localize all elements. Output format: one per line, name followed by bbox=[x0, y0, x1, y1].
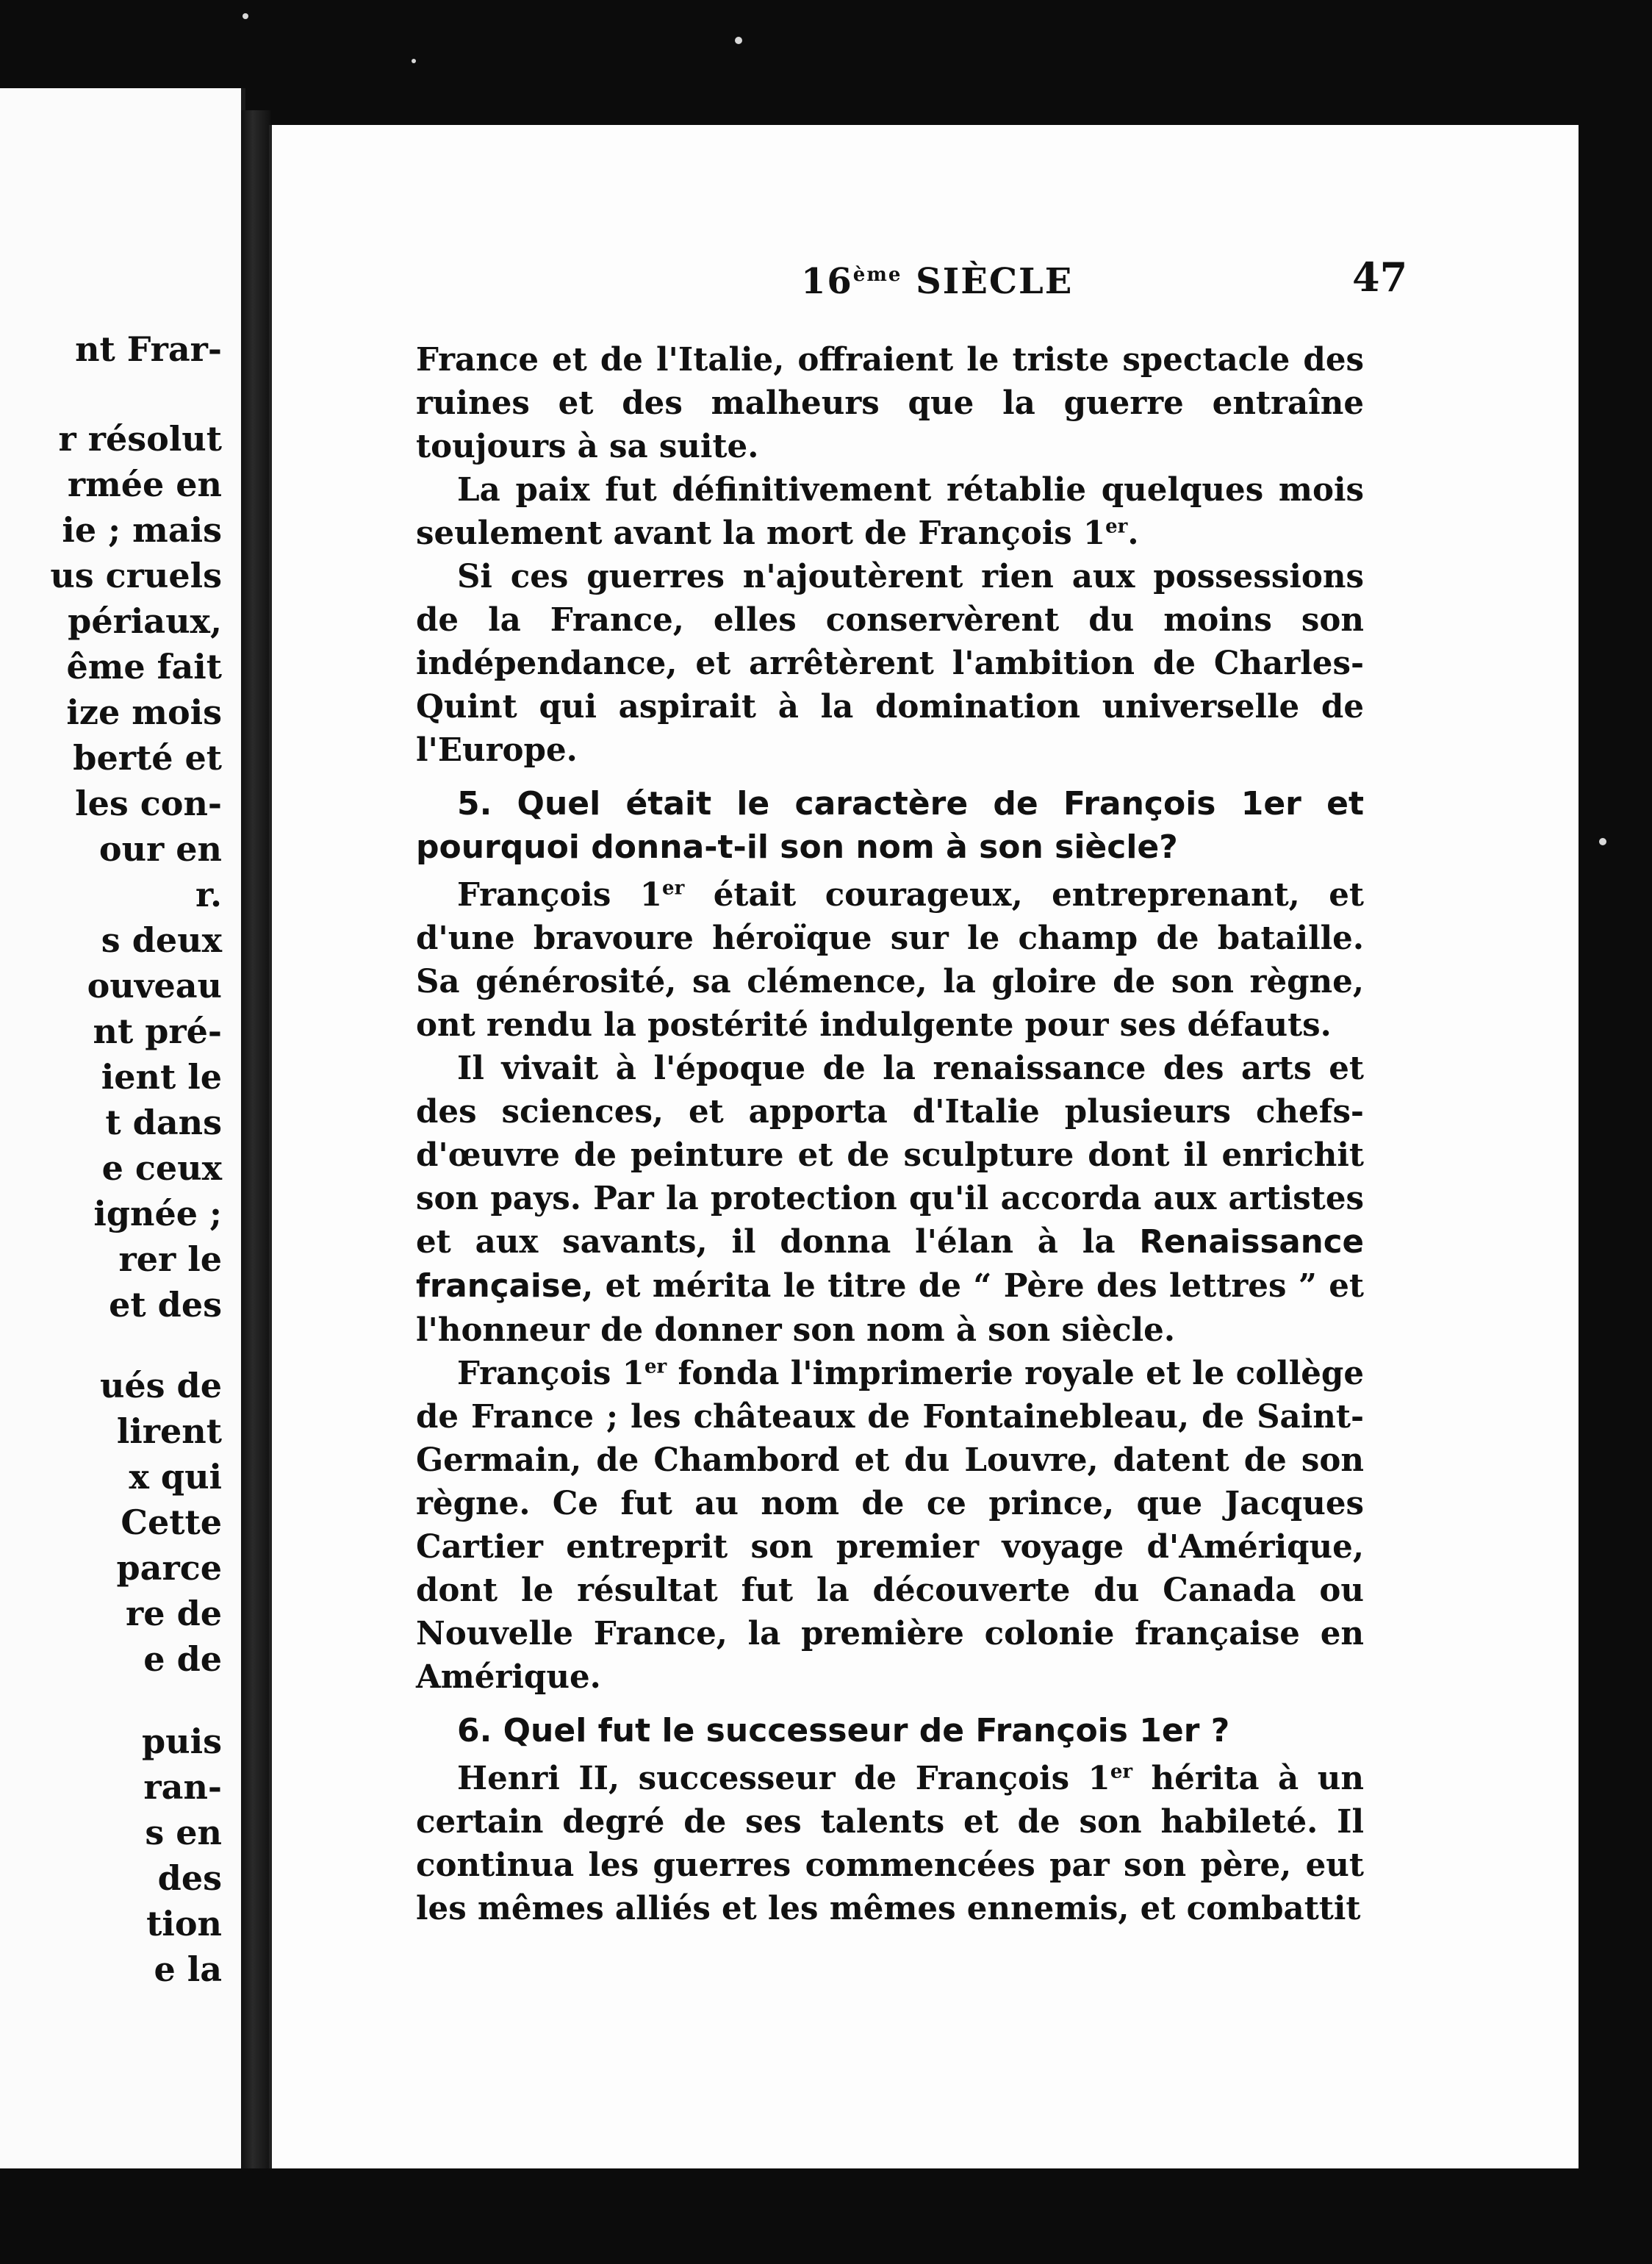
paragraph-text: François 1 bbox=[457, 1355, 644, 1392]
running-head bbox=[801, 261, 1073, 302]
left-line: ués de bbox=[99, 1366, 222, 1405]
left-line: berté et bbox=[73, 738, 222, 778]
left-line: x qui bbox=[129, 1457, 222, 1497]
paragraph: France et de l'Italie, offraient le triste spectacle des ruines et des malheurs que la guerre entraîne toujours à sa suite. bbox=[416, 341, 1364, 465]
paragraph-text: François 1 bbox=[457, 876, 663, 914]
left-line: puis bbox=[142, 1722, 222, 1761]
left-line: us cruels bbox=[50, 556, 222, 595]
left-line: lirent bbox=[116, 1411, 222, 1451]
emphasized-term: Renaissance française bbox=[416, 1224, 1364, 1305]
scan-speck bbox=[735, 37, 742, 44]
ordinal-superscript: er bbox=[662, 877, 685, 900]
left-line: t dans bbox=[105, 1103, 222, 1142]
left-line: les con- bbox=[75, 784, 222, 823]
left-line: nt pré- bbox=[93, 1011, 222, 1051]
paragraph bbox=[416, 1757, 1364, 1930]
left-line: re de bbox=[126, 1594, 222, 1633]
left-line: e ceux bbox=[101, 1148, 222, 1188]
left-line: tion bbox=[146, 1904, 222, 1944]
left-line: des bbox=[157, 1858, 222, 1898]
book-gutter bbox=[241, 110, 270, 2168]
paragraph-text: La paix fut définitivement rétablie quelques mois seulement avant la mort de François 1 bbox=[416, 471, 1364, 552]
left-line: ouveau bbox=[87, 966, 222, 1006]
paragraph-text: Il vivait à l'époque de la renaissance des arts et des sciences, et apporta d'Italie plusieurs chefs-d'œuvre de peinture et de sculpture dont il enrichit son pays. Par la protection qu'il accorda aux artistes et aux savants, il donna l'élan à la bbox=[416, 1050, 1364, 1261]
left-line: our en bbox=[98, 829, 222, 869]
paragraph-text: était courageux, entreprenant, et d'une bravoure héroïque sur le champ de bataille. Sa générosité, sa clémence, la gloire de son règne, ont rendu la postérité indulgente pour ses défauts. bbox=[416, 876, 1364, 1044]
running-head-title: SIÈCLE bbox=[902, 261, 1074, 302]
page-number: 47 bbox=[1352, 254, 1408, 301]
paragraph bbox=[416, 1047, 1364, 1352]
left-page bbox=[0, 88, 245, 2168]
left-line: périaux, bbox=[68, 601, 222, 641]
ordinal-superscript: er bbox=[1110, 1760, 1133, 1783]
right-page bbox=[269, 125, 1579, 2168]
running-head-superscript: ème bbox=[852, 264, 902, 286]
paragraph-text: . bbox=[1127, 515, 1139, 552]
question-5-heading: 5. Quel était le caractère de François 1er et pourquoi donna-t-il son nom à son siècle? bbox=[416, 785, 1364, 866]
paragraph bbox=[416, 873, 1364, 1047]
scan-speck bbox=[412, 59, 416, 63]
left-line: et des bbox=[109, 1285, 222, 1325]
body-text bbox=[416, 338, 1364, 1930]
paragraph bbox=[416, 1352, 1364, 1699]
left-line: s deux bbox=[101, 920, 222, 960]
paragraph-text: , et mérita le titre de “ Père des lettres ” et l'honneur de donner son nom à son siècle. bbox=[416, 1267, 1364, 1349]
left-line: ran- bbox=[143, 1767, 222, 1807]
paragraph bbox=[416, 468, 1364, 555]
left-line: ignée ; bbox=[93, 1194, 222, 1233]
left-line: r. bbox=[195, 875, 222, 914]
left-line: s en bbox=[145, 1813, 222, 1852]
left-line: rmée en bbox=[67, 465, 222, 504]
scan-speck bbox=[243, 13, 248, 19]
left-line: rer le bbox=[118, 1239, 222, 1279]
paragraph-text: fonda l'imprimerie royale et le collège de France ; les châteaux de Fontainebleau, de Saint-Germain, de Chambord et du Louvre, datent de son règne. Ce fut au nom de ce prince, que Jacques Cartier entreprit son premier voyage d'Amérique, dont le résultat fut la découverte du Canada ou Nouvelle France, la première colonie française en Amérique. bbox=[416, 1355, 1364, 1696]
ordinal-superscript: er bbox=[644, 1355, 667, 1378]
left-line: parce bbox=[116, 1548, 222, 1588]
left-line: ient le bbox=[101, 1057, 222, 1097]
left-line: ie ; mais bbox=[62, 510, 222, 550]
left-line: ize mois bbox=[66, 692, 222, 732]
question-6-heading: 6. Quel fut le successeur de François 1er ? bbox=[457, 1712, 1230, 1749]
left-line: nt Frar- bbox=[75, 329, 222, 369]
ordinal-superscript: er bbox=[1105, 515, 1128, 538]
paragraph-text: Henri II, successeur de François 1 bbox=[457, 1760, 1110, 1797]
left-line: e la bbox=[154, 1949, 222, 1989]
paragraph: Si ces guerres n'ajoutèrent rien aux possessions de la France, elles conservèrent du moins son indépendance, et arrêtèrent l'ambition de Charles-Quint qui aspirait à la domination universelle de l'Europe. bbox=[416, 558, 1364, 769]
left-line: e de bbox=[143, 1639, 222, 1679]
running-head-number: 16 bbox=[801, 261, 853, 302]
scan-speck bbox=[1599, 838, 1606, 845]
left-line: r résolut bbox=[58, 419, 222, 459]
left-line: Cette bbox=[121, 1502, 222, 1542]
left-line: ême fait bbox=[66, 647, 222, 687]
paragraph-text: hérita à un certain degré de ses talents et de son habileté. Il continua les guerres commencées par son père, eut les mêmes alliés et les mêmes ennemis, et combattit bbox=[416, 1760, 1364, 1927]
